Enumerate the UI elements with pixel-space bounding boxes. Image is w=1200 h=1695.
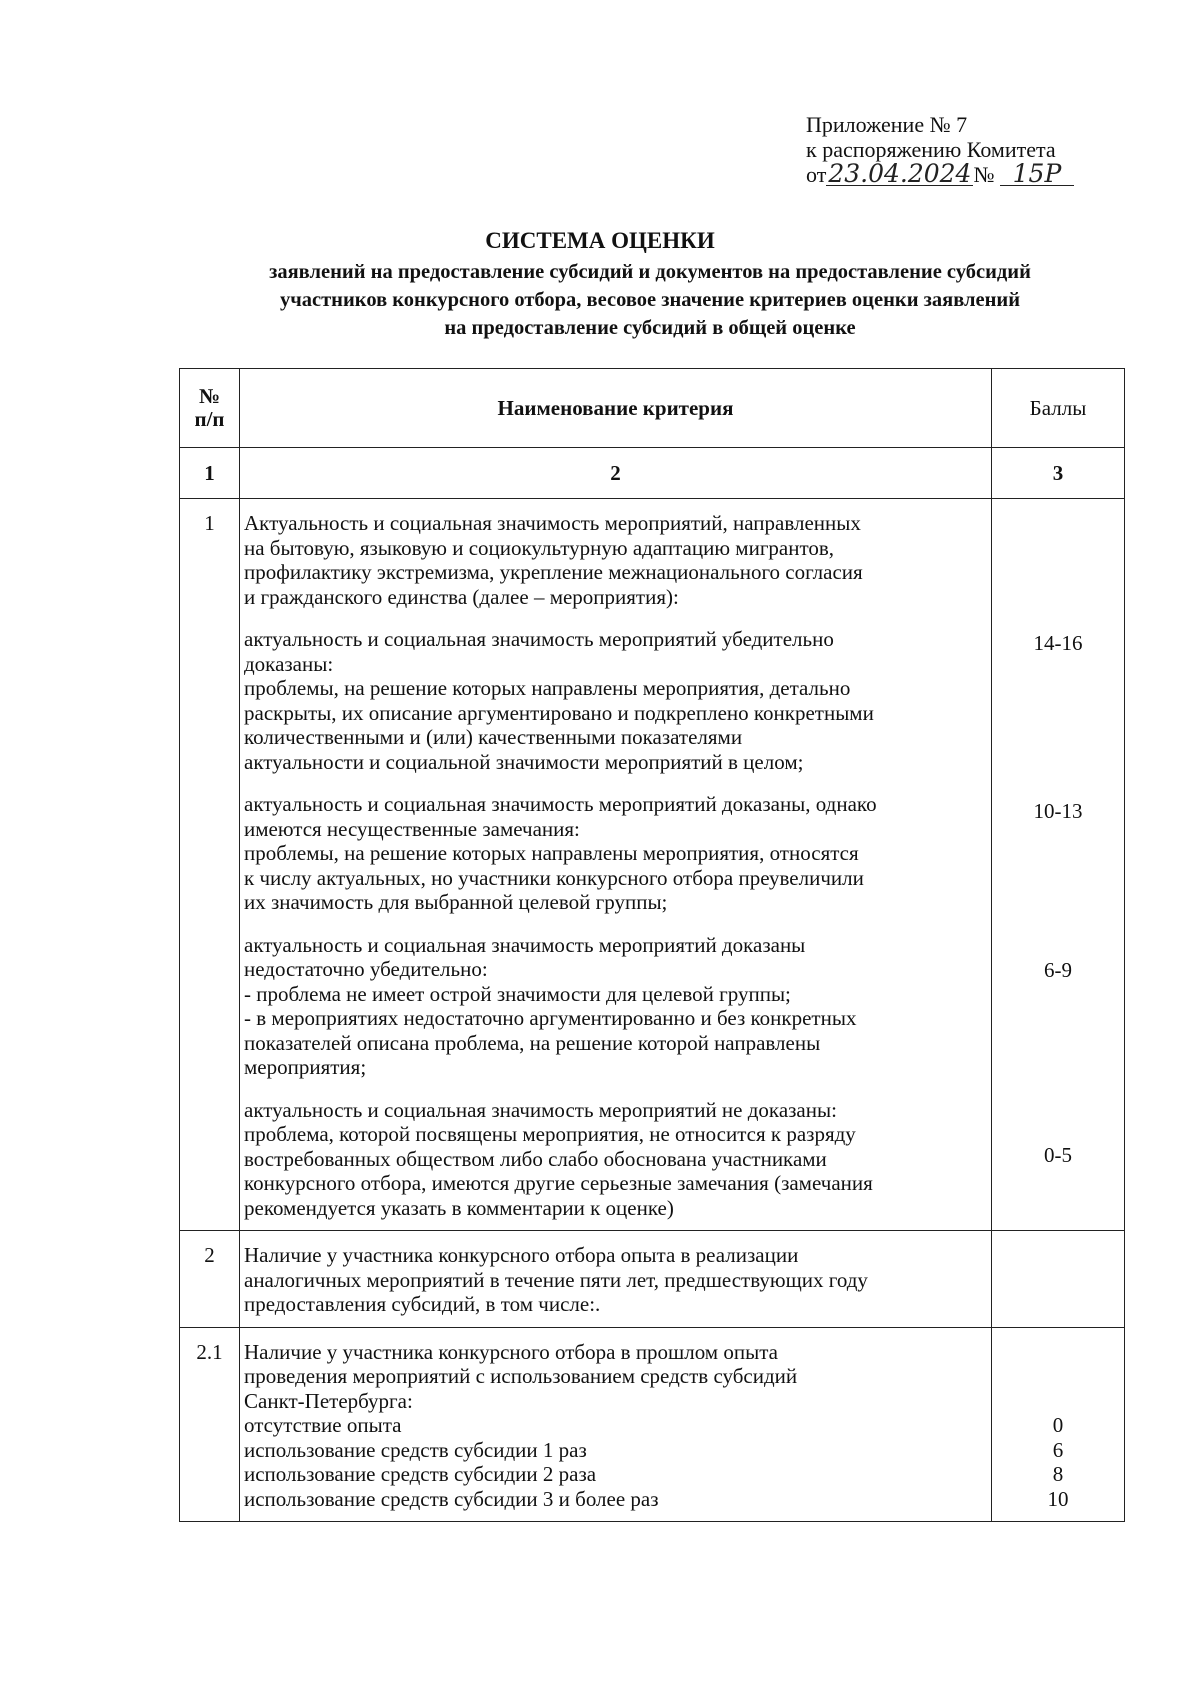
text-line: - в мероприятиях недостаточно аргументированно и без конкретных <box>244 1006 857 1030</box>
criterion-cell <box>240 1231 992 1328</box>
header-num <box>180 369 240 448</box>
text-line: к числу актуальных, но участники конкурсного отбора преувеличили <box>244 865 864 890</box>
text-line: на бытовую, языковую и социокультурную адаптацию мигрантов, <box>244 535 835 560</box>
criterion-cell <box>240 499 992 1231</box>
points-value: 10 <box>1047 1486 1069 1511</box>
header-points: Баллы <box>992 369 1125 448</box>
annex-block <box>806 112 1074 187</box>
criterion-option <box>244 627 983 774</box>
text-line: Наличие у участника конкурсного отбора в прошлом опыта <box>244 1339 778 1364</box>
points-value: 6-9 <box>1044 958 1072 982</box>
annex-reference: к распоряжению Комитета <box>806 137 1056 162</box>
text-line: актуальность и социальная значимость мероприятий не доказаны: <box>244 1097 837 1122</box>
annex-number: Приложение № 7 <box>806 112 968 137</box>
text-line: проблемы, на решение которых направлены мероприятия, относятся <box>244 841 859 865</box>
text-line: - проблема не имеет острой значимости для целевой группы; <box>244 981 791 1006</box>
text-line: профилактику экстремизма, укрепление межнационального согласия <box>244 560 863 584</box>
points-cell <box>992 1327 1125 1522</box>
option-label: использование средств субсидии 3 и более раз <box>244 1486 659 1511</box>
date-prefix: от <box>806 162 827 187</box>
points-cell <box>992 499 1125 1231</box>
criterion-cell <box>240 1327 992 1522</box>
text-line: аналогичных мероприятий в течение пяти лет, предшествующих году <box>244 1267 868 1292</box>
text-line: актуальность и социальная значимость мероприятий доказаны, однако <box>244 792 877 816</box>
handwritten-date: 23.04.2024 <box>828 159 972 188</box>
row-number: 1 <box>180 499 240 1231</box>
subtitle-line: заявлений на предоставление субсидий и документов на предоставление субсидий <box>269 261 1031 283</box>
row-number: 2 <box>180 1231 240 1328</box>
option-label: использование средств субсидии 2 раза <box>244 1462 597 1486</box>
points-value: 0-5 <box>1044 1142 1072 1167</box>
table-header-row <box>180 369 1125 448</box>
header-criterion: Наименование критерия <box>240 369 992 448</box>
text-line: конкурсного отбора, имеются другие серьезные замечания (замечания <box>244 1171 873 1195</box>
text-line: предоставления субсидий, в том числе:. <box>244 1292 601 1316</box>
annex-date-line <box>806 159 1074 188</box>
column-index: 2 <box>240 448 992 499</box>
points-value: 8 <box>1052 1462 1064 1486</box>
table-row <box>180 1231 1125 1328</box>
header-num-symbol: № <box>198 384 221 408</box>
column-index: 3 <box>992 448 1125 499</box>
text-line: проблемы, на решение которых направлены мероприятия, детально <box>244 676 851 700</box>
points-value: 0 <box>1052 1413 1064 1437</box>
text-line: показателей описана проблема, на решение которой направлены <box>244 1030 821 1055</box>
document-subtitle <box>170 258 1130 342</box>
number-prefix: № <box>973 162 995 187</box>
text-line: Наличие у участника конкурсного отбора опыта в реализации <box>244 1243 799 1267</box>
document-title: СИСТЕМА ОЦЕНКИ <box>485 228 715 253</box>
text-line: раскрыты, их описание аргументировано и подкреплено конкретными <box>244 700 874 725</box>
points-value: 14-16 <box>1033 631 1083 655</box>
points-value: 10-13 <box>1033 798 1083 823</box>
text-line: проведения мероприятий с использованием средств субсидий <box>244 1364 798 1388</box>
header-num-label: п/п <box>194 407 225 431</box>
points-cell <box>992 1231 1125 1328</box>
text-line: доказаны: <box>244 651 334 676</box>
text-line: актуальность и социальная значимость мероприятий доказаны <box>244 932 806 957</box>
text-line: и гражданского единства (далее – мероприятия): <box>244 584 679 609</box>
column-index-row <box>180 448 1125 499</box>
text-line: рекомендуется указать в комментарии к оценке) <box>244 1195 674 1220</box>
text-line: имеются несущественные замечания: <box>244 816 580 841</box>
handwritten-number: 15Р <box>1000 163 1074 186</box>
text-line: актуальности и социальной значимости мероприятий в целом; <box>244 749 804 774</box>
text-line: Актуальность и социальная значимость мероприятий, направленных <box>244 511 861 535</box>
text-line: количественными и (или) качественными показателями <box>244 725 743 749</box>
option-label: отсутствие опыта <box>244 1413 402 1437</box>
criterion-option <box>244 1098 983 1221</box>
criterion-option <box>244 792 983 915</box>
criteria-table <box>179 368 1125 1522</box>
text-line: проблема, которой посвящены мероприятия, не относится к разряду <box>244 1122 856 1146</box>
criterion-option <box>244 933 983 1080</box>
text-line: недостаточно убедительно: <box>244 957 488 981</box>
subtitle-line: участников конкурсного отбора, весовое значение критериев оценки заявлений <box>279 289 1021 311</box>
text-line: мероприятия; <box>244 1055 367 1079</box>
text-line: их значимость для выбранной целевой группы; <box>244 890 668 914</box>
column-index: 1 <box>180 448 240 499</box>
table-row <box>180 499 1125 1231</box>
text-line: востребованных обществом либо слабо обоснована участниками <box>244 1146 827 1171</box>
points-value: 6 <box>1052 1437 1064 1462</box>
criterion-intro <box>244 511 983 609</box>
text-line: актуальность и социальная значимость мероприятий убедительно <box>244 627 834 651</box>
option-label: использование средств субсидии 1 раз <box>244 1437 587 1462</box>
table-row <box>180 1327 1125 1522</box>
subtitle-line: на предоставление субсидий в общей оценке <box>444 317 856 339</box>
text-line: Санкт-Петербурга: <box>244 1388 413 1413</box>
row-number: 2.1 <box>180 1327 240 1522</box>
